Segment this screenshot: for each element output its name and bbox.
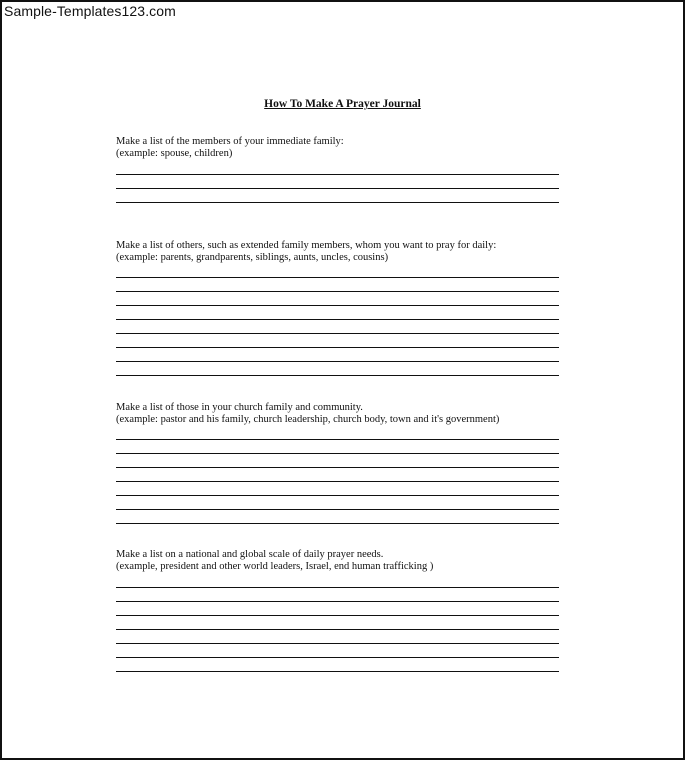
writing-line[interactable] xyxy=(116,174,559,175)
writing-line[interactable] xyxy=(116,657,559,658)
writing-line[interactable] xyxy=(116,523,559,524)
section-extended-family xyxy=(116,240,559,264)
writing-line[interactable] xyxy=(116,305,559,306)
writing-line[interactable] xyxy=(116,495,559,496)
section-example: (example: parents, grandparents, siblings, aunts, uncles, cousins) xyxy=(116,252,389,263)
writing-line[interactable] xyxy=(116,439,559,440)
writing-line[interactable] xyxy=(116,643,559,644)
writing-line[interactable] xyxy=(116,277,559,278)
writing-line[interactable] xyxy=(116,375,559,376)
writing-line[interactable] xyxy=(116,509,559,510)
writing-line[interactable] xyxy=(116,453,559,454)
writing-line[interactable] xyxy=(116,319,559,320)
section-prompt: Make a list of those in your church family and community. xyxy=(116,402,363,413)
section-prompt: Make a list of the members of your immediate family: xyxy=(116,136,344,147)
writing-line[interactable] xyxy=(116,481,559,482)
writing-line[interactable] xyxy=(116,601,559,602)
section-prompt: Make a list of others, such as extended family members, whom you want to pray for daily: xyxy=(116,240,497,251)
writing-line[interactable] xyxy=(116,202,559,203)
section-example: (example: pastor and his family, church leadership, church body, town and it's government) xyxy=(116,414,500,425)
section-immediate-family xyxy=(116,136,559,160)
writing-line[interactable] xyxy=(116,333,559,334)
section-church-community xyxy=(116,402,559,426)
writing-line[interactable] xyxy=(116,188,559,189)
section-example: (example: spouse, children) xyxy=(116,148,233,159)
watermark: Sample-Templates123.com xyxy=(4,3,176,19)
writing-line[interactable] xyxy=(116,629,559,630)
section-prompt: Make a list on a national and global scale of daily prayer needs. xyxy=(116,549,384,560)
section-national-global xyxy=(116,549,559,573)
writing-line[interactable] xyxy=(116,671,559,672)
writing-line[interactable] xyxy=(116,347,559,348)
document-title: How To Make A Prayer Journal xyxy=(264,98,421,110)
section-example: (example, president and other world leaders, Israel, end human trafficking ) xyxy=(116,561,434,572)
writing-line[interactable] xyxy=(116,615,559,616)
writing-line[interactable] xyxy=(116,361,559,362)
writing-line[interactable] xyxy=(116,587,559,588)
writing-line[interactable] xyxy=(116,291,559,292)
writing-line[interactable] xyxy=(116,467,559,468)
